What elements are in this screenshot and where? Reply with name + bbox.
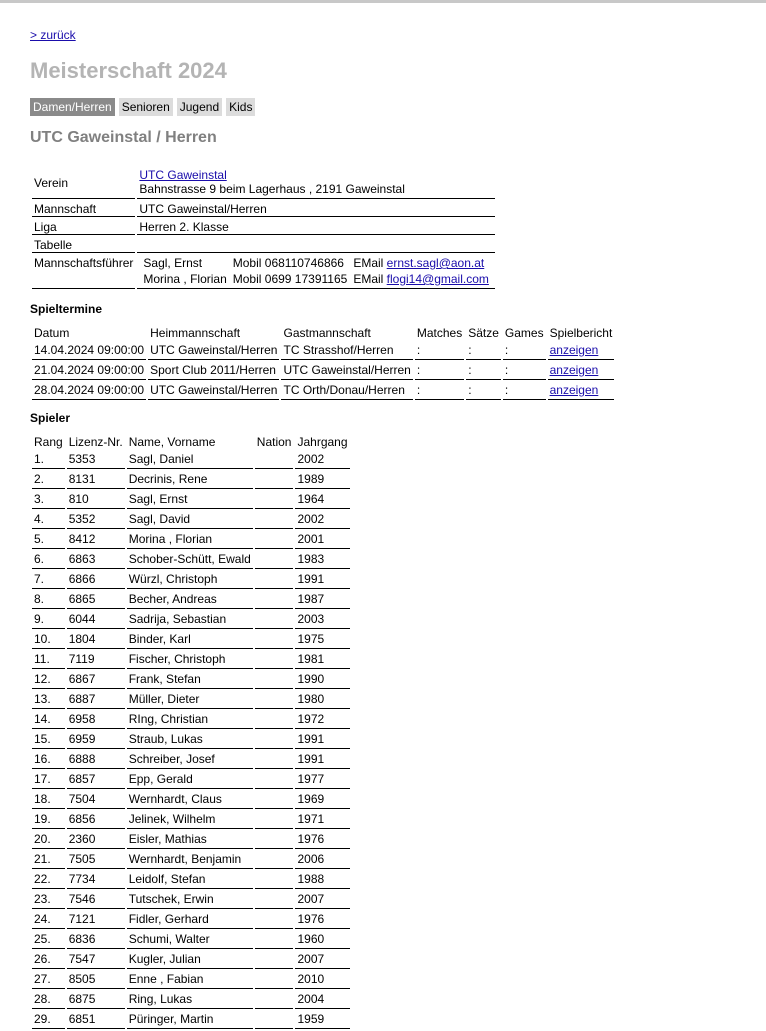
player-name: Sagl, David: [127, 511, 253, 529]
player-license: 6857: [67, 771, 125, 789]
player-nation: [255, 811, 294, 829]
player-rank: 6.: [32, 551, 65, 569]
player-name: Epp, Gerald: [127, 771, 253, 789]
back-link[interactable]: > zurück: [30, 28, 76, 42]
player-birth-year: 2004: [295, 991, 349, 1009]
player-row: [32, 751, 350, 769]
game-report-link[interactable]: anzeigen: [549, 363, 599, 377]
player-license: 7734: [67, 871, 125, 889]
game-row: [32, 362, 614, 380]
player-row: [32, 831, 350, 849]
game-matches-cell: :: [415, 362, 464, 380]
player-license: 6856: [67, 811, 125, 829]
player-name: Fischer, Christoph: [127, 651, 253, 669]
player-nation: [255, 971, 294, 989]
player-nation: [255, 911, 294, 929]
player-row: [32, 471, 350, 489]
players-col-jahrgang: Jahrgang: [297, 435, 348, 449]
player-license: 7505: [67, 851, 125, 869]
player-birth-year: 1977: [295, 771, 349, 789]
player-license: 8505: [67, 971, 125, 989]
game-date-cell: 14.04.2024 09:00:00: [32, 342, 146, 360]
captain-email: [351, 256, 491, 272]
player-nation: [255, 931, 294, 949]
player-rank: 21.: [32, 851, 65, 869]
captain-email-link[interactable]: ernst.sagl@aon.at: [386, 256, 485, 270]
player-rank: 5.: [32, 531, 65, 549]
player-row: [32, 591, 350, 609]
player-nation: [255, 491, 294, 509]
player-rank: 26.: [32, 951, 65, 969]
players-col-lizenz: Lizenz-Nr.: [68, 435, 123, 449]
player-birth-year: 1981: [295, 651, 349, 669]
game-report-link[interactable]: anzeigen: [549, 383, 599, 397]
info-value-captains: [137, 255, 495, 289]
player-nation: [255, 571, 294, 589]
games-col-games: Games: [504, 326, 544, 340]
player-name: Schumi, Walter: [127, 931, 253, 949]
captain-email-label: EMail: [353, 256, 384, 270]
game-report-link[interactable]: anzeigen: [549, 343, 599, 357]
player-license: 7547: [67, 951, 125, 969]
player-birth-year: 1987: [295, 591, 349, 609]
player-nation: [255, 671, 294, 689]
game-home-team-cell: UTC Gaweinstal/Herren: [148, 342, 279, 360]
player-birth-year: 1988: [295, 871, 349, 889]
player-birth-year: 1971: [295, 811, 349, 829]
player-rank: 15.: [32, 731, 65, 749]
info-label-captains: Mannschaftsführer: [32, 255, 135, 289]
player-nation: [255, 511, 294, 529]
captain-name: Sagl, Ernst: [143, 256, 203, 270]
player-row: [32, 691, 350, 709]
info-row-liga: [32, 219, 495, 235]
players-col-rang: Rang: [34, 435, 63, 449]
info-value-verein: [137, 167, 495, 199]
players-header-row: [32, 434, 350, 449]
players-heading: Spieler: [30, 411, 71, 425]
player-birth-year: 1972: [295, 711, 349, 729]
info-label-verein: Verein: [32, 167, 135, 199]
player-rank: 18.: [32, 791, 65, 809]
player-rank: 27.: [32, 971, 65, 989]
player-license: 2360: [67, 831, 125, 849]
player-name: Wernhardt, Benjamin: [127, 851, 253, 869]
captain-row: [141, 256, 491, 272]
player-birth-year: 1976: [295, 911, 349, 929]
player-birth-year: 1969: [295, 791, 349, 809]
player-birth-year: 1976: [295, 831, 349, 849]
game-row: [32, 342, 614, 360]
captain-mobile: Mobil 068110746866: [232, 256, 344, 270]
player-row: [32, 771, 350, 789]
player-birth-year: 1991: [295, 751, 349, 769]
captain-email-link[interactable]: flogi14@gmail.com: [386, 272, 489, 286]
info-row-mannschaft: [32, 201, 495, 217]
player-rank: 25.: [32, 931, 65, 949]
player-rank: 14.: [32, 711, 65, 729]
player-rank: 22.: [32, 871, 65, 889]
info-value-tabelle: [137, 237, 495, 253]
player-birth-year: 1989: [295, 471, 349, 489]
player-name: Straub, Lukas: [127, 731, 253, 749]
player-license: 8412: [67, 531, 125, 549]
player-nation: [255, 771, 294, 789]
player-name: Decrinis, Rene: [127, 471, 253, 489]
player-rank: 20.: [32, 831, 65, 849]
games-col-saetze: Sätze: [468, 326, 499, 340]
tab-kids[interactable]: Kids: [226, 98, 255, 116]
player-name: Morina , Florian: [127, 531, 253, 549]
player-license: 6851: [67, 1011, 125, 1029]
player-rank: 1.: [32, 451, 65, 469]
player-row: [32, 971, 350, 989]
info-value-liga: Herren 2. Klasse: [137, 219, 495, 235]
player-rank: 2.: [32, 471, 65, 489]
player-birth-year: 1991: [295, 571, 349, 589]
player-license: 6867: [67, 671, 125, 689]
player-license: 6836: [67, 931, 125, 949]
game-home-team-cell: UTC Gaweinstal/Herren: [148, 382, 279, 400]
browser-top-border: [0, 0, 766, 3]
game-guest-team-cell: TC Orth/Donau/Herren: [281, 382, 412, 400]
games-header-row: [32, 325, 614, 340]
captain-row: [141, 272, 491, 288]
player-birth-year: 2002: [295, 451, 349, 469]
player-name: Becher, Andreas: [127, 591, 253, 609]
player-row: [32, 911, 350, 929]
player-nation: [255, 471, 294, 489]
info-row-verein: [32, 167, 495, 199]
game-report-link-cell: [548, 382, 615, 400]
player-row: [32, 671, 350, 689]
player-nation: [255, 891, 294, 909]
player-rank: 4.: [32, 511, 65, 529]
players-col-nation: Nation: [256, 435, 292, 449]
player-name: Jelinek, Wilhelm: [127, 811, 253, 829]
player-license: 5352: [67, 511, 125, 529]
player-row: [32, 491, 350, 509]
player-row: [32, 731, 350, 749]
player-name: Würzl, Christoph: [127, 571, 253, 589]
games-col-spielbericht: Spielbericht: [549, 326, 613, 340]
games-col-gast: Gastmannschaft: [283, 326, 371, 340]
player-row: [32, 511, 350, 529]
page-title: Meisterschaft 2024: [30, 58, 227, 83]
info-value-mannschaft: UTC Gaweinstal/Herren: [137, 201, 495, 217]
info-label-liga: Liga: [32, 219, 135, 235]
club-address: Bahnstrasse 9 beim Lagerhaus , 2191 Gaweinstal: [139, 182, 405, 196]
tab-damen-herren[interactable]: Damen/Herren: [30, 98, 115, 116]
player-rank: 13.: [32, 691, 65, 709]
player-birth-year: 2010: [295, 971, 349, 989]
game-report-link-cell: [548, 342, 615, 360]
player-nation: [255, 951, 294, 969]
player-nation: [255, 711, 294, 729]
player-row: [32, 791, 350, 809]
player-birth-year: 1990: [295, 671, 349, 689]
game-guest-team-cell: UTC Gaweinstal/Herren: [281, 362, 412, 380]
player-birth-year: 2007: [295, 951, 349, 969]
player-license: 1804: [67, 631, 125, 649]
game-games-cell: :: [503, 382, 546, 400]
player-name: Sadrija, Sebastian: [127, 611, 253, 629]
player-rank: 3.: [32, 491, 65, 509]
player-row: [32, 991, 350, 1009]
player-row: [32, 551, 350, 569]
player-name: Enne , Fabian: [127, 971, 253, 989]
player-nation: [255, 591, 294, 609]
player-nation: [255, 731, 294, 749]
team-info-table: [30, 165, 497, 291]
player-name: Püringer, Martin: [127, 1011, 253, 1029]
player-rank: 7.: [32, 571, 65, 589]
player-rank: 8.: [32, 591, 65, 609]
tab-jugend[interactable]: Jugend: [177, 98, 222, 116]
player-birth-year: 2003: [295, 611, 349, 629]
player-rank: 11.: [32, 651, 65, 669]
player-nation: [255, 451, 294, 469]
player-license: 7546: [67, 891, 125, 909]
player-name: Binder, Karl: [127, 631, 253, 649]
player-rank: 23.: [32, 891, 65, 909]
game-guest-team-cell: TC Strasshof/Herren: [281, 342, 412, 360]
captain-email-label: EMail: [353, 272, 384, 286]
info-row-tabelle: [32, 237, 495, 253]
games-col-matches: Matches: [416, 326, 463, 340]
player-nation: [255, 611, 294, 629]
player-rank: 19.: [32, 811, 65, 829]
player-nation: [255, 851, 294, 869]
player-name: Schober-Schütt, Ewald: [127, 551, 253, 569]
player-name: Fidler, Gerhard: [127, 911, 253, 929]
player-row: [32, 571, 350, 589]
player-name: Tutschek, Erwin: [127, 891, 253, 909]
players-col-name: Name, Vorname: [128, 435, 216, 449]
game-date-cell: 21.04.2024 09:00:00: [32, 362, 146, 380]
player-row: [32, 531, 350, 549]
player-nation: [255, 651, 294, 669]
info-label-mannschaft: Mannschaft: [32, 201, 135, 217]
players-table: [30, 432, 352, 1031]
player-row: [32, 931, 350, 949]
games-table: [30, 323, 616, 402]
player-name: Sagl, Daniel: [127, 451, 253, 469]
player-license: 7119: [67, 651, 125, 669]
player-license: 6875: [67, 991, 125, 1009]
player-nation: [255, 871, 294, 889]
player-row: [32, 451, 350, 469]
player-name: Kugler, Julian: [127, 951, 253, 969]
player-birth-year: 2006: [295, 851, 349, 869]
player-birth-year: 2001: [295, 531, 349, 549]
player-license: 6865: [67, 591, 125, 609]
game-saetze-cell: :: [466, 382, 501, 400]
player-birth-year: 1983: [295, 551, 349, 569]
player-birth-year: 1964: [295, 491, 349, 509]
player-rank: 28.: [32, 991, 65, 1009]
player-license: 7121: [67, 911, 125, 929]
player-birth-year: 2002: [295, 511, 349, 529]
player-nation: [255, 531, 294, 549]
games-col-datum: Datum: [34, 326, 70, 340]
player-nation: [255, 551, 294, 569]
player-row: [32, 1011, 350, 1029]
player-nation: [255, 751, 294, 769]
tab-senioren[interactable]: Senioren: [119, 98, 173, 116]
player-license: 810: [67, 491, 125, 509]
game-home-team-cell: Sport Club 2011/Herren: [148, 362, 279, 380]
page-content: [30, 28, 616, 1031]
player-row: [32, 631, 350, 649]
team-heading: UTC Gaweinstal / Herren: [30, 129, 217, 146]
player-nation: [255, 1011, 294, 1029]
player-birth-year: 1959: [295, 1011, 349, 1029]
category-tabs: [30, 98, 616, 116]
player-birth-year: 2007: [295, 891, 349, 909]
player-license: 6887: [67, 691, 125, 709]
player-name: Ring, Lukas: [127, 991, 253, 1009]
player-name: RIng, Christian: [127, 711, 253, 729]
game-matches-cell: :: [415, 382, 464, 400]
player-birth-year: 1975: [295, 631, 349, 649]
player-rank: 17.: [32, 771, 65, 789]
player-nation: [255, 691, 294, 709]
player-row: [32, 811, 350, 829]
player-rank: 16.: [32, 751, 65, 769]
player-name: Sagl, Ernst: [127, 491, 253, 509]
info-label-tabelle: Tabelle: [32, 237, 135, 253]
club-link[interactable]: UTC Gaweinstal: [139, 168, 227, 182]
games-heading: Spieltermine: [30, 302, 103, 316]
game-saetze-cell: :: [466, 342, 501, 360]
player-nation: [255, 991, 294, 1009]
player-license: 6958: [67, 711, 125, 729]
game-report-link-cell: [548, 362, 615, 380]
game-games-cell: :: [503, 342, 546, 360]
game-games-cell: :: [503, 362, 546, 380]
games-col-heim: Heimmannschaft: [150, 326, 241, 340]
player-row: [32, 651, 350, 669]
player-license: 6044: [67, 611, 125, 629]
player-license: 6866: [67, 571, 125, 589]
player-nation: [255, 631, 294, 649]
game-matches-cell: :: [415, 342, 464, 360]
player-nation: [255, 791, 294, 809]
player-rank: 12.: [32, 671, 65, 689]
player-license: 6863: [67, 551, 125, 569]
player-name: Leidolf, Stefan: [127, 871, 253, 889]
players-body: [32, 451, 350, 1029]
player-name: Eisler, Mathias: [127, 831, 253, 849]
player-rank: 29.: [32, 1011, 65, 1029]
player-row: [32, 711, 350, 729]
player-birth-year: 1991: [295, 731, 349, 749]
captain-email: [351, 272, 491, 288]
player-rank: 24.: [32, 911, 65, 929]
player-license: 8131: [67, 471, 125, 489]
player-rank: 10.: [32, 631, 65, 649]
player-name: Wernhardt, Claus: [127, 791, 253, 809]
player-row: [32, 891, 350, 909]
player-name: Schreiber, Josef: [127, 751, 253, 769]
player-row: [32, 951, 350, 969]
player-license: 7504: [67, 791, 125, 809]
player-license: 5353: [67, 451, 125, 469]
player-birth-year: 1980: [295, 691, 349, 709]
player-row: [32, 851, 350, 869]
game-saetze-cell: :: [466, 362, 501, 380]
game-row: [32, 382, 614, 400]
player-birth-year: 1960: [295, 931, 349, 949]
games-body: [32, 342, 614, 400]
captain-mobile: Mobil 0699 17391165: [232, 272, 348, 286]
info-row-captains: [32, 255, 495, 289]
player-license: 6959: [67, 731, 125, 749]
player-nation: [255, 831, 294, 849]
captains-table: [139, 256, 493, 288]
player-name: Frank, Stefan: [127, 671, 253, 689]
captain-name: Morina , Florian: [143, 272, 227, 286]
game-date-cell: 28.04.2024 09:00:00: [32, 382, 146, 400]
player-row: [32, 611, 350, 629]
player-row: [32, 871, 350, 889]
player-rank: 9.: [32, 611, 65, 629]
player-license: 6888: [67, 751, 125, 769]
player-name: Müller, Dieter: [127, 691, 253, 709]
